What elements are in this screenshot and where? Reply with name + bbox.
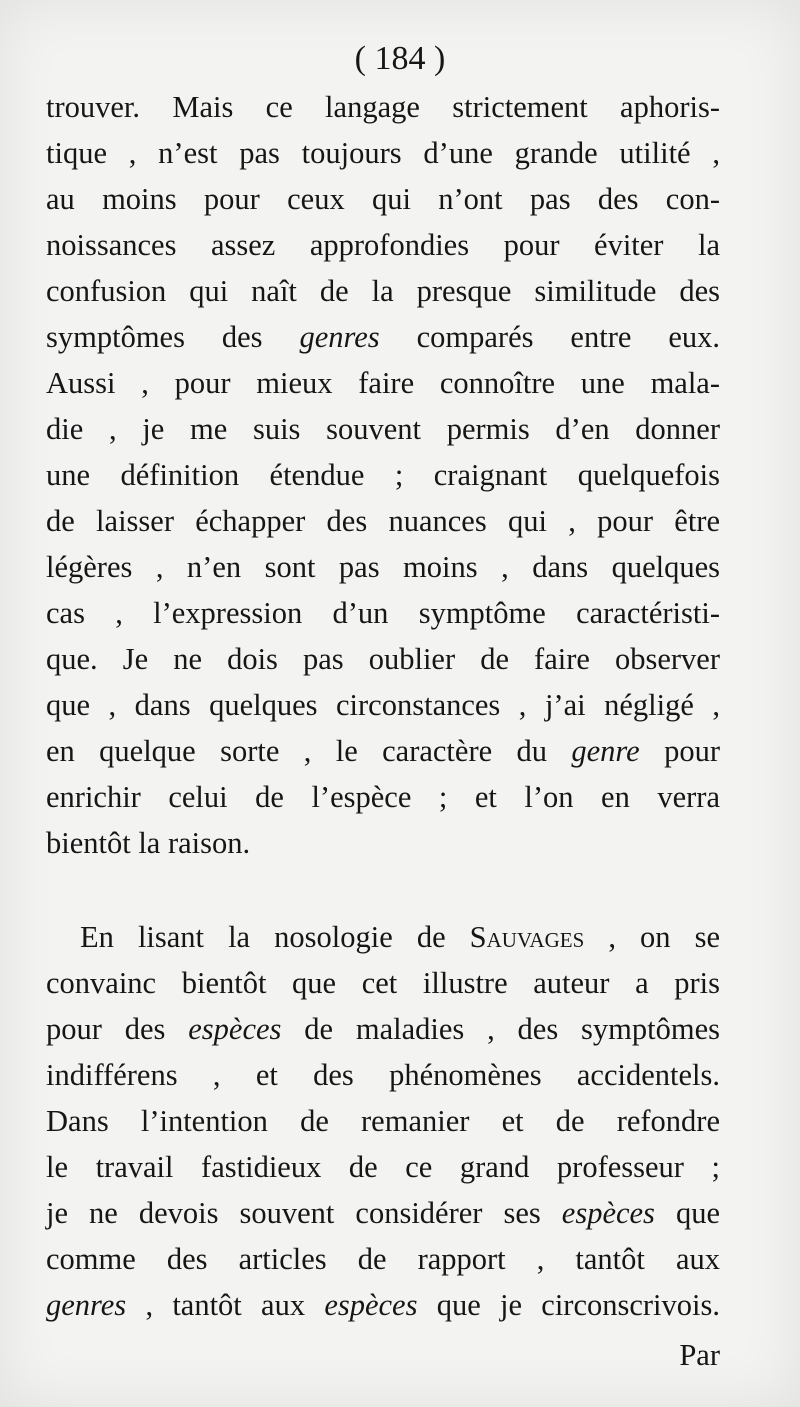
text-line — [46, 1006, 720, 1052]
text-segment: pour des — [46, 1012, 189, 1046]
text-segment: Aussi , pour mieux faire connoître une mala- — [46, 366, 720, 400]
italic-term: espèces — [188, 1012, 282, 1046]
text-segment: comme des articles de rapport , tantôt aux — [46, 1242, 720, 1276]
text-line — [80, 914, 720, 960]
text-segment: que je circonscrivois. — [417, 1288, 720, 1322]
text-line — [46, 636, 720, 682]
text-segment: tique , n’est pas toujours d’une grande utilité , — [46, 136, 720, 170]
text-segment: je ne devois souvent considérer ses — [46, 1196, 562, 1230]
text-segment: de laisser échapper des nuances qui , pour être — [46, 504, 720, 538]
text-line — [46, 84, 720, 130]
text-segment: de maladies , des symptômes — [281, 1012, 720, 1046]
text-line — [46, 1190, 720, 1236]
text-segment: légères , n’en sont pas moins , dans quelques — [46, 550, 720, 584]
text-segment: symptômes des — [46, 320, 300, 354]
text-segment: indifférens , et des phénomènes accidentels. — [46, 1058, 720, 1092]
text-segment: cas , l’expression d’un symptôme caractéristi- — [46, 596, 720, 630]
italic-term: genres — [299, 320, 380, 354]
text-segment: que. Je ne dois pas oublier de faire observer — [46, 642, 720, 676]
text-segment: confusion qui naît de la presque similitude des — [46, 274, 720, 308]
text-line — [46, 590, 720, 636]
italic-term: espèces — [324, 1288, 418, 1322]
text-segment: le travail fastidieux de ce grand professeur ; — [46, 1150, 720, 1184]
text-line — [46, 268, 720, 314]
page-number: ( 184 ) — [354, 40, 446, 77]
catchword: Par — [679, 1338, 720, 1372]
text-line — [46, 406, 720, 452]
italic-term: espèces — [561, 1196, 655, 1230]
text-line — [46, 960, 720, 1006]
text-segment: que — [654, 1196, 720, 1230]
text-segment: que , dans quelques circonstances , j’ai négligé , — [46, 688, 720, 722]
text-line — [46, 314, 720, 360]
text-line — [46, 820, 720, 866]
text-segment: trouver. Mais ce langage strictement aphoris- — [46, 90, 720, 124]
text-segment: noissances assez approfondies pour éviter la — [46, 228, 720, 262]
text-line — [46, 774, 720, 820]
italic-term: genre — [571, 734, 640, 768]
text-line — [46, 728, 720, 774]
text-segment: , tantôt aux — [126, 1288, 325, 1322]
text-segment: enrichir celui de l’espèce ; et l’on en verra — [46, 780, 720, 814]
author-name: Sauvages — [469, 920, 585, 954]
text-line — [46, 176, 720, 222]
text-segment: En lisant la nosologie de — [80, 920, 470, 954]
text-line — [46, 1098, 720, 1144]
text-line — [46, 544, 720, 590]
text-line — [46, 1052, 720, 1098]
text-segment: Dans l’intention de remanier et de refondre — [46, 1104, 720, 1138]
text-line — [46, 452, 720, 498]
text-segment: une définition étendue ; craignant quelquefois — [46, 458, 720, 492]
text-line — [46, 360, 720, 406]
text-line — [46, 1236, 720, 1282]
text-line — [46, 1282, 720, 1328]
italic-term: genres — [46, 1288, 127, 1322]
text-line — [46, 1144, 720, 1190]
text-segment: , on se — [584, 920, 720, 954]
text-line — [46, 222, 720, 268]
text-segment: comparés entre eux. — [379, 320, 720, 354]
text-line — [46, 498, 720, 544]
text-segment: pour — [639, 734, 720, 768]
text-segment: die , je me suis souvent permis d’en donner — [46, 412, 720, 446]
text-segment: convainc bientôt que cet illustre auteur a pris — [46, 966, 720, 1000]
text-segment: en quelque sorte , le caractère du — [46, 734, 572, 768]
text-line — [46, 130, 720, 176]
text-segment: bientôt la raison. — [46, 826, 251, 860]
text-segment: au moins pour ceux qui n’ont pas des con- — [46, 182, 720, 216]
text-line — [46, 682, 720, 728]
